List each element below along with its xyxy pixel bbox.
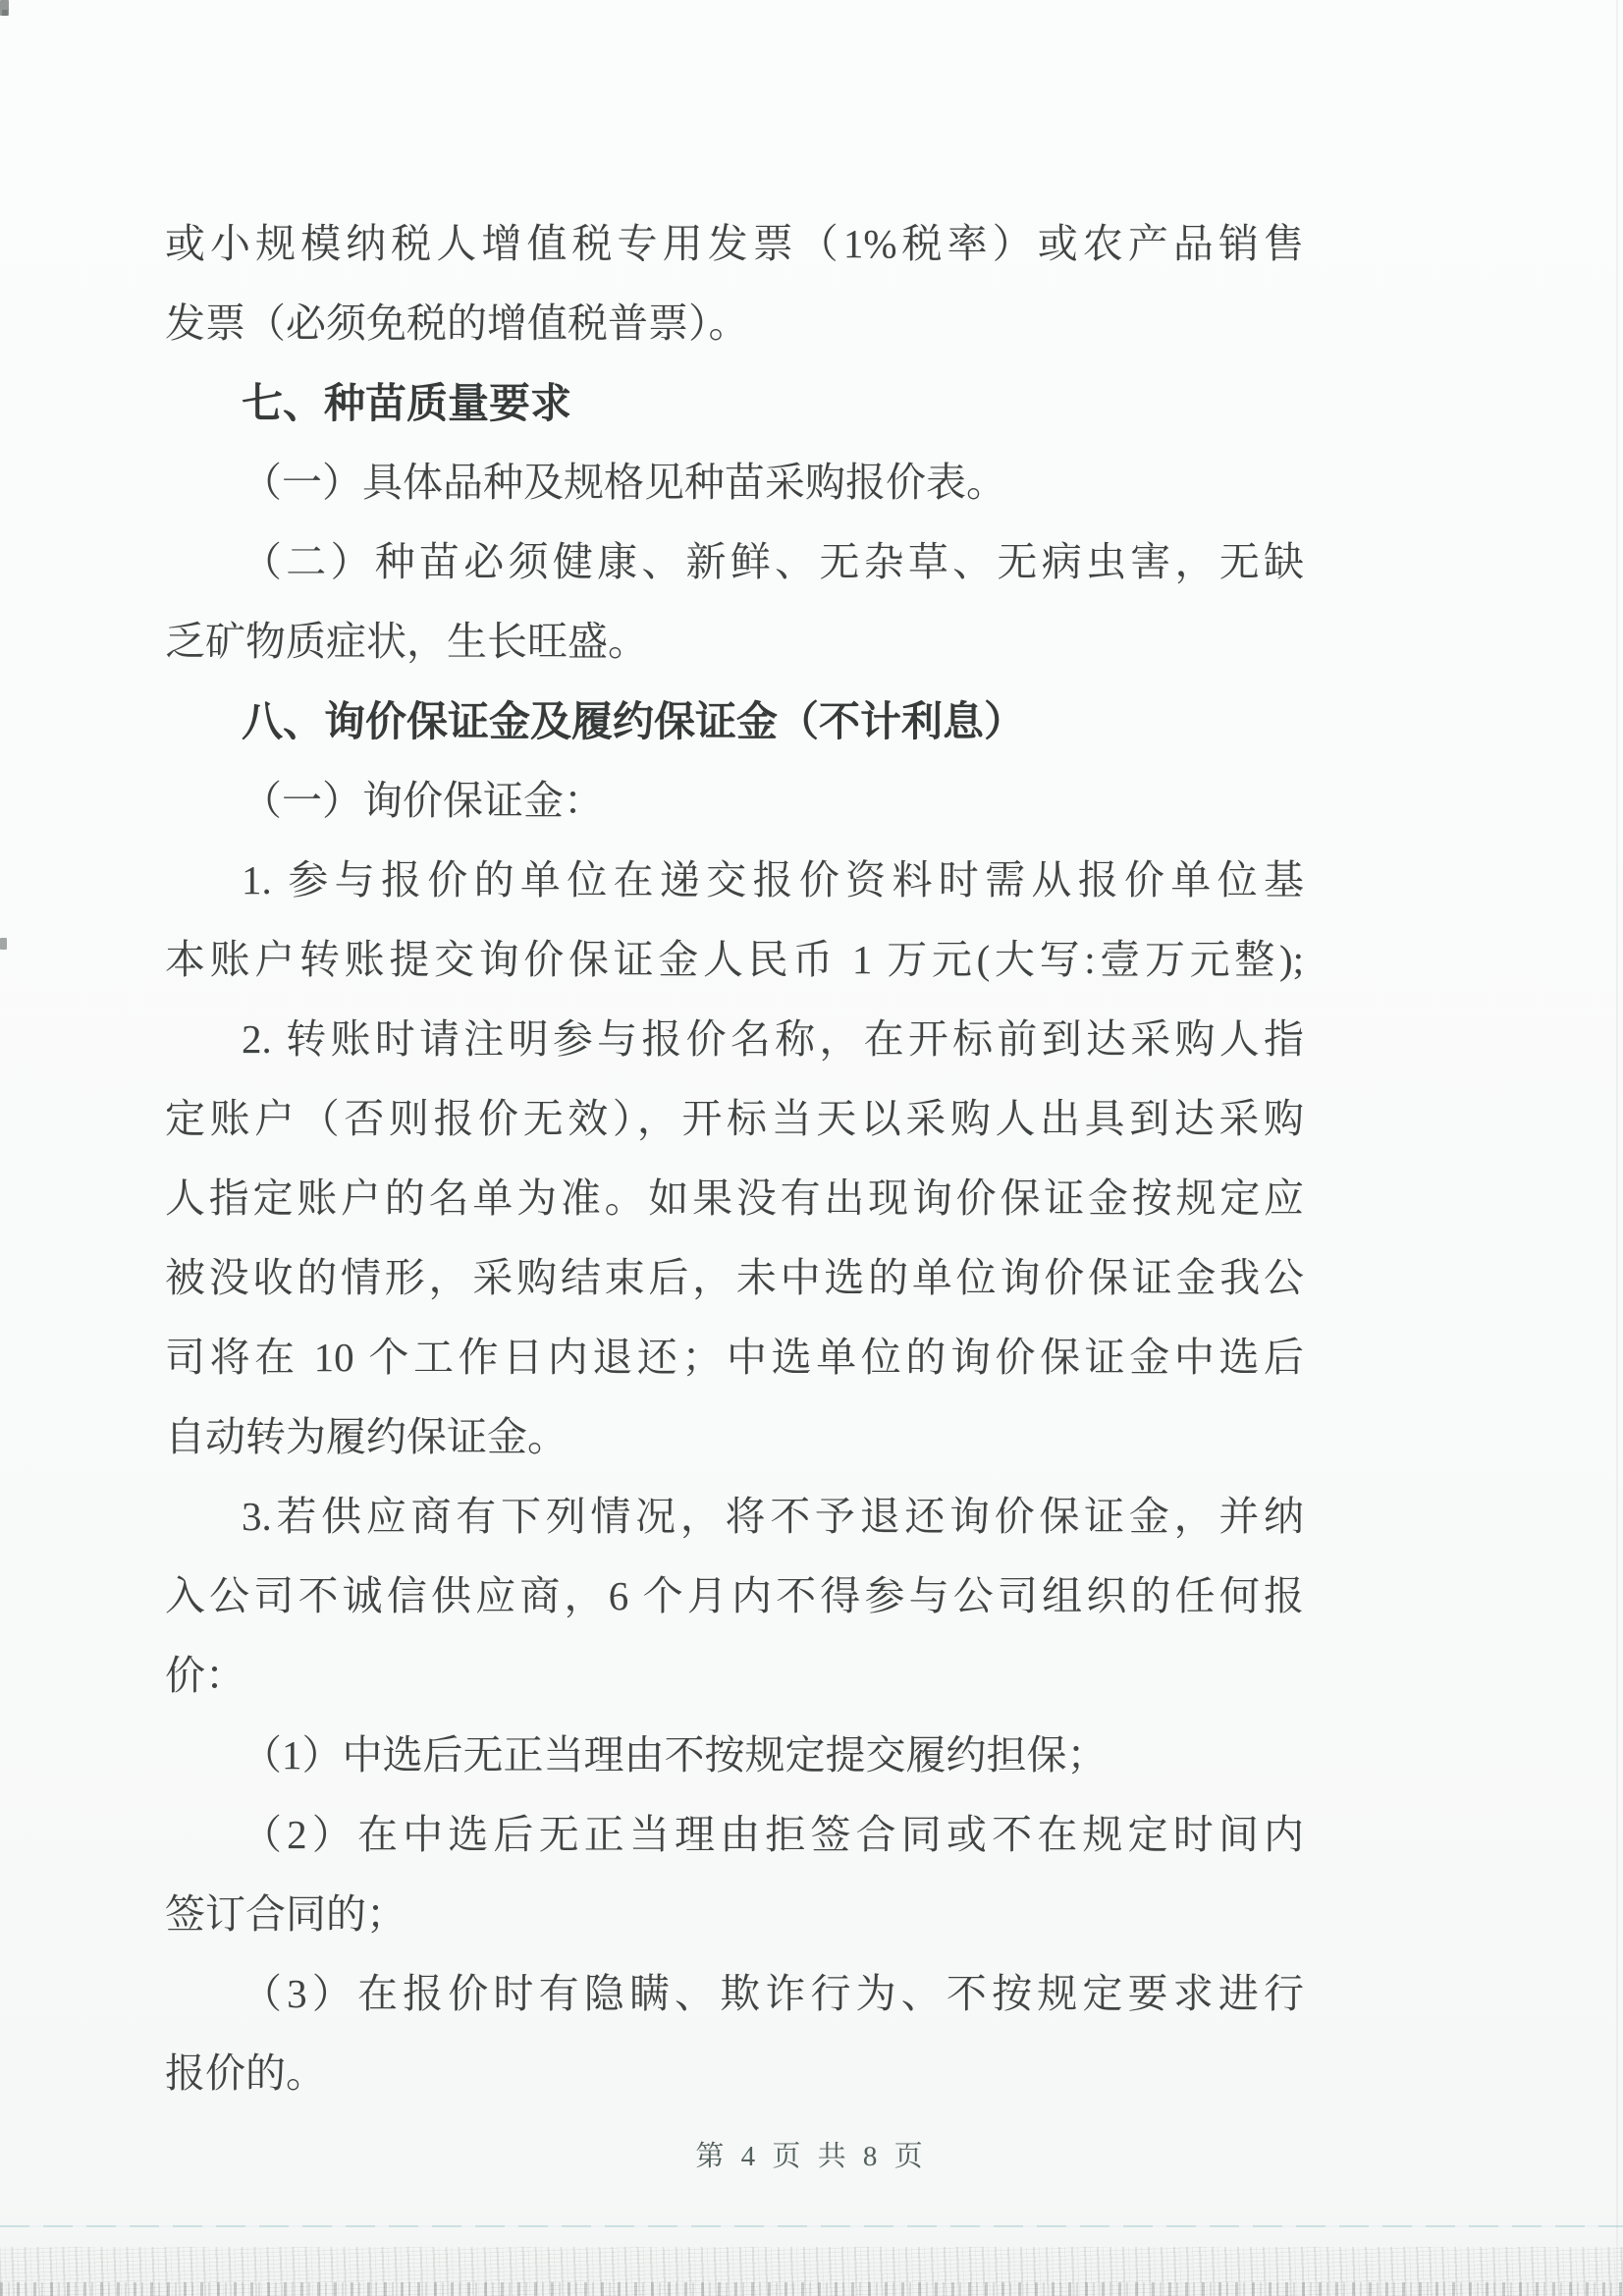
scan-edge-noise-dark: [0, 2282, 1623, 2296]
text-line: （1）中选后无正当理由不按规定提交履约担保；: [242, 1732, 1108, 1777]
scan-edge-right-line: [1616, 0, 1618, 2296]
text-line: 被没收的情形，采购结束后，未中选的单位询价保证金我公: [165, 1255, 1304, 1300]
text-line: （一）询价保证金：: [242, 778, 604, 823]
text-line: 人指定账户的名单为准。如果没有出现询价保证金按规定应: [165, 1175, 1304, 1221]
text-line: （一）具体品种及规格见种苗采购报价表。: [242, 460, 1006, 505]
text-line: 自动转为履约保证金。: [165, 1414, 568, 1459]
text-line: 价：: [165, 1653, 245, 1698]
text-line: 或小规模纳税人增值税专用发票（1%税率）或农产品销售: [165, 221, 1304, 266]
section-heading-line: 八、询价保证金及履约保证金（不计利息）: [242, 698, 1026, 744]
text-line: 1. 参与报价的单位在递交报价资料时需从报价单位基: [242, 857, 1304, 902]
scan-speck: [2, 10, 8, 16]
document-body: [165, 204, 1304, 2113]
scan-line-artifact: [0, 2225, 1623, 2227]
text-line: 签订合同的；: [165, 1891, 406, 1937]
text-line: 2. 转账时请注明参与报价名称，在开标前到达采购人指: [242, 1016, 1304, 1062]
section-heading-line: 七、种苗质量要求: [242, 380, 572, 426]
text-line: （二）种苗必须健康、新鲜、无杂草、无病虫害，无缺: [242, 539, 1304, 584]
text-line: （2）在中选后无正当理由拒签合同或不在规定时间内: [242, 1812, 1304, 1857]
text-line: 司将在 10 个工作日内退还；中选单位的询价保证金中选后: [165, 1335, 1304, 1380]
text-line: 报价的。: [165, 2050, 326, 2096]
text-line: 乏矿物质症状，生长旺盛。: [165, 619, 648, 664]
text-line: 3.若供应商有下列情况，将不予退还询价保证金，并纳: [242, 1494, 1304, 1539]
text-line: （3）在报价时有隐瞒、欺诈行为、不按规定要求进行: [242, 1971, 1304, 2016]
page-footer: 第 4 页 共 8 页: [695, 2141, 928, 2172]
text-line: 本账户转账提交询价保证金人民币 1 万元(大写:壹万元整);: [165, 937, 1304, 982]
text-line: 定账户（否则报价无效），开标当天以采购人出具到达采购: [165, 1096, 1304, 1141]
text-line: 入公司不诚信供应商，6 个月内不得参与公司组织的任何报: [165, 1573, 1304, 1618]
text-line: 发票（必须免税的增值税普票）。: [165, 301, 749, 346]
scan-speck: [0, 938, 7, 950]
